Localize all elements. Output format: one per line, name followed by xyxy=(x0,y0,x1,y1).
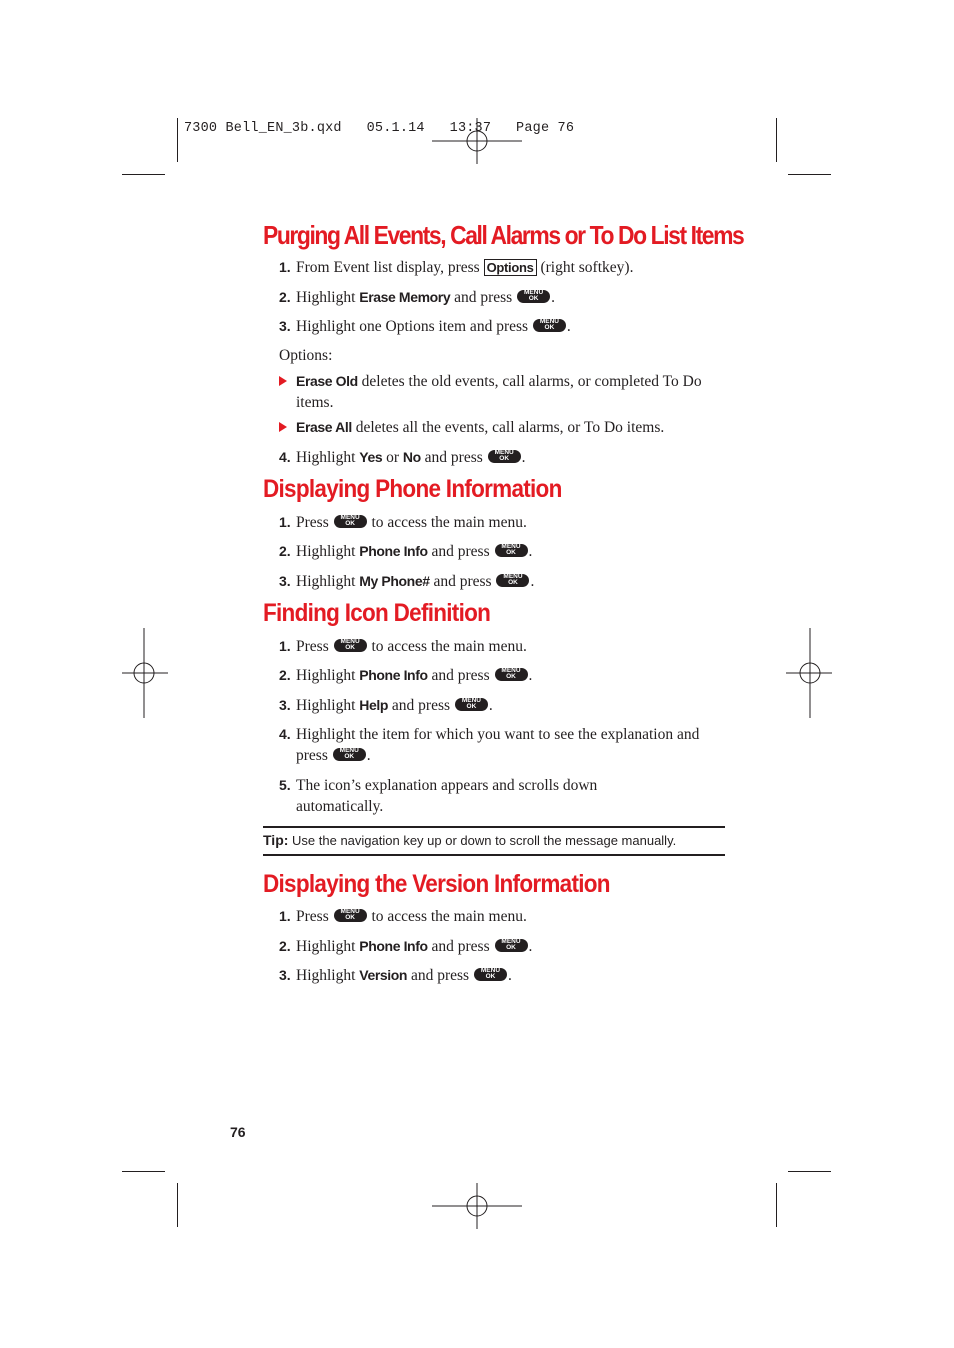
menu-keyword: Phone Info xyxy=(359,938,428,954)
step-text: and press xyxy=(424,449,483,466)
step-text: and press xyxy=(410,967,470,984)
crop-mark xyxy=(177,1183,178,1227)
menu-ok-key-icon: MENU OK xyxy=(334,515,367,528)
step-item: 2. Highlight Erase Memory and press MENU OK . xyxy=(279,289,555,306)
step-number: 1. xyxy=(279,908,291,924)
menu-ok-key-icon: MENU OK xyxy=(533,319,566,332)
step-item: 4. Highlight the item for which you want to see the explanation and press MENU OK . xyxy=(279,726,700,764)
menu-keyword: Phone Info xyxy=(359,667,428,683)
menu-ok-key-icon: MENU OK xyxy=(488,450,521,463)
step-text: Highlight xyxy=(296,289,356,306)
bullet-text: deletes the old events, call alarms, or completed To Do items. xyxy=(296,373,702,411)
step-text: The icon’s explanation appears and scrolls down automatically. xyxy=(296,777,598,815)
step-item: 3. Highlight My Phone# and press MENU OK . xyxy=(279,573,535,590)
step-number: 2. xyxy=(279,543,291,559)
step-text: and press xyxy=(431,667,490,684)
step-text: Highlight xyxy=(296,573,356,590)
menu-keyword: Yes xyxy=(359,449,383,465)
step-text: Press xyxy=(296,514,329,531)
step-text: Press xyxy=(296,638,329,655)
step-text: Highlight xyxy=(296,667,356,684)
menu-ok-key-icon: MENU OK xyxy=(496,574,529,587)
step-item xyxy=(279,512,725,533)
section-heading-version: Displaying the Version Information xyxy=(263,870,610,898)
step-text: to access the main menu. xyxy=(371,908,527,925)
crop-mark xyxy=(122,174,165,175)
options-label: Options: xyxy=(279,347,333,364)
step-item: 2. Highlight Phone Info and press MENU OK . xyxy=(279,667,533,684)
registration-mark-icon xyxy=(122,628,168,718)
step-number: 2. xyxy=(279,289,291,305)
page-number: 76 xyxy=(230,1124,246,1140)
menu-keyword: Help xyxy=(359,697,389,713)
tip-label: Tip: xyxy=(263,832,289,848)
step-text: Highlight xyxy=(296,967,356,984)
step-text: Highlight one Options item and press xyxy=(296,318,529,335)
menu-keyword: Erase Memory xyxy=(359,289,451,305)
menu-ok-key-icon: MENU OK xyxy=(495,939,528,952)
tip-box xyxy=(263,826,725,856)
bullet-item xyxy=(279,417,725,438)
crop-mark xyxy=(788,174,831,175)
crop-mark xyxy=(776,118,777,162)
registration-mark-icon xyxy=(432,118,522,164)
step-text: Highlight xyxy=(296,449,356,466)
menu-ok-key-icon: MENU OK xyxy=(517,290,550,303)
step-text: Highlight xyxy=(296,938,356,955)
menu-keyword: No xyxy=(402,449,421,465)
step-text: From Event list display, press xyxy=(296,259,480,276)
menu-keyword: My Phone# xyxy=(359,573,430,589)
option-keyword: Erase All xyxy=(296,419,352,435)
section-heading-purging: Purging All Events, Call Alarms or To Do List Items xyxy=(263,220,744,250)
section-heading-icon-definition: Finding Icon Definition xyxy=(263,599,491,627)
step-text: Press xyxy=(296,908,329,925)
step-text: and press xyxy=(454,289,513,306)
step-item xyxy=(279,257,725,278)
step-number: 1. xyxy=(279,259,291,275)
step-item: 3. Highlight Help and press MENU OK . xyxy=(279,697,493,714)
menu-ok-key-icon: MENU OK xyxy=(334,909,367,922)
option-keyword: Erase Old xyxy=(296,373,358,389)
step-item xyxy=(279,906,725,927)
registration-mark-icon xyxy=(432,1183,522,1229)
step-number: 5. xyxy=(279,777,291,793)
section-heading-phone-info: Displaying Phone Information xyxy=(263,475,562,503)
step-text: to access the main menu. xyxy=(371,514,527,531)
step-item: 3. Highlight Version and press MENU OK . xyxy=(279,967,512,984)
step-number: 3. xyxy=(279,573,291,589)
step-item: 2. Highlight Phone Info and press MENU OK . xyxy=(279,938,533,955)
step-item: 2. Highlight Phone Info and press MENU OK . xyxy=(279,543,533,560)
step-item xyxy=(279,775,725,817)
step-number: 3. xyxy=(279,967,291,983)
menu-ok-key-icon: MENU OK xyxy=(455,698,488,711)
step-text: Highlight xyxy=(296,697,356,714)
step-number: 1. xyxy=(279,638,291,654)
bullet-arrow-icon xyxy=(279,422,287,432)
tip-text: Use the navigation key up or down to scroll the message manually. xyxy=(292,833,677,848)
step-text: and press xyxy=(433,573,492,590)
options-softkey: Options xyxy=(484,259,537,276)
bullet-text: deletes all the events, call alarms, or To Do items. xyxy=(355,419,665,436)
step-number: 1. xyxy=(279,514,291,530)
step-number: 3. xyxy=(279,697,291,713)
step-number: 4. xyxy=(279,449,291,465)
bullet-item xyxy=(279,371,725,413)
menu-keyword: Phone Info xyxy=(359,543,428,559)
step-text: to access the main menu. xyxy=(371,638,527,655)
step-item xyxy=(279,636,725,657)
crop-mark xyxy=(122,1171,165,1172)
print-slug: 7300 Bell_EN_3b.qxd 05.1.14 13:37 Page 76 xyxy=(184,121,575,136)
step-item: 3. Highlight one Options item and press MENU OK . xyxy=(279,318,571,335)
menu-keyword: Version xyxy=(359,967,408,983)
menu-ok-key-icon: MENU OK xyxy=(495,668,528,681)
bullet-arrow-icon xyxy=(279,376,287,386)
step-text: (right softkey). xyxy=(540,259,634,276)
step-number: 2. xyxy=(279,667,291,683)
step-text: Highlight the item for which you want to see the explanation and press xyxy=(296,726,700,764)
registration-mark-icon xyxy=(786,628,832,718)
crop-mark xyxy=(776,1183,777,1227)
step-text: and press xyxy=(391,697,451,714)
step-item: 4. Highlight Yes or No and press MENU OK . xyxy=(279,449,526,466)
crop-mark xyxy=(788,1171,831,1172)
step-text: and press xyxy=(431,938,490,955)
menu-ok-key-icon: MENU OK xyxy=(474,968,507,981)
crop-mark xyxy=(177,118,178,162)
menu-ok-key-icon: MENU OK xyxy=(334,639,367,652)
step-number: 2. xyxy=(279,938,291,954)
step-text: and press xyxy=(431,543,490,560)
step-text: Highlight xyxy=(296,543,356,560)
step-number: 3. xyxy=(279,318,291,334)
step-number: 4. xyxy=(279,726,291,742)
menu-ok-key-icon: MENU OK xyxy=(495,544,528,557)
menu-ok-key-icon: MENU OK xyxy=(333,748,366,761)
